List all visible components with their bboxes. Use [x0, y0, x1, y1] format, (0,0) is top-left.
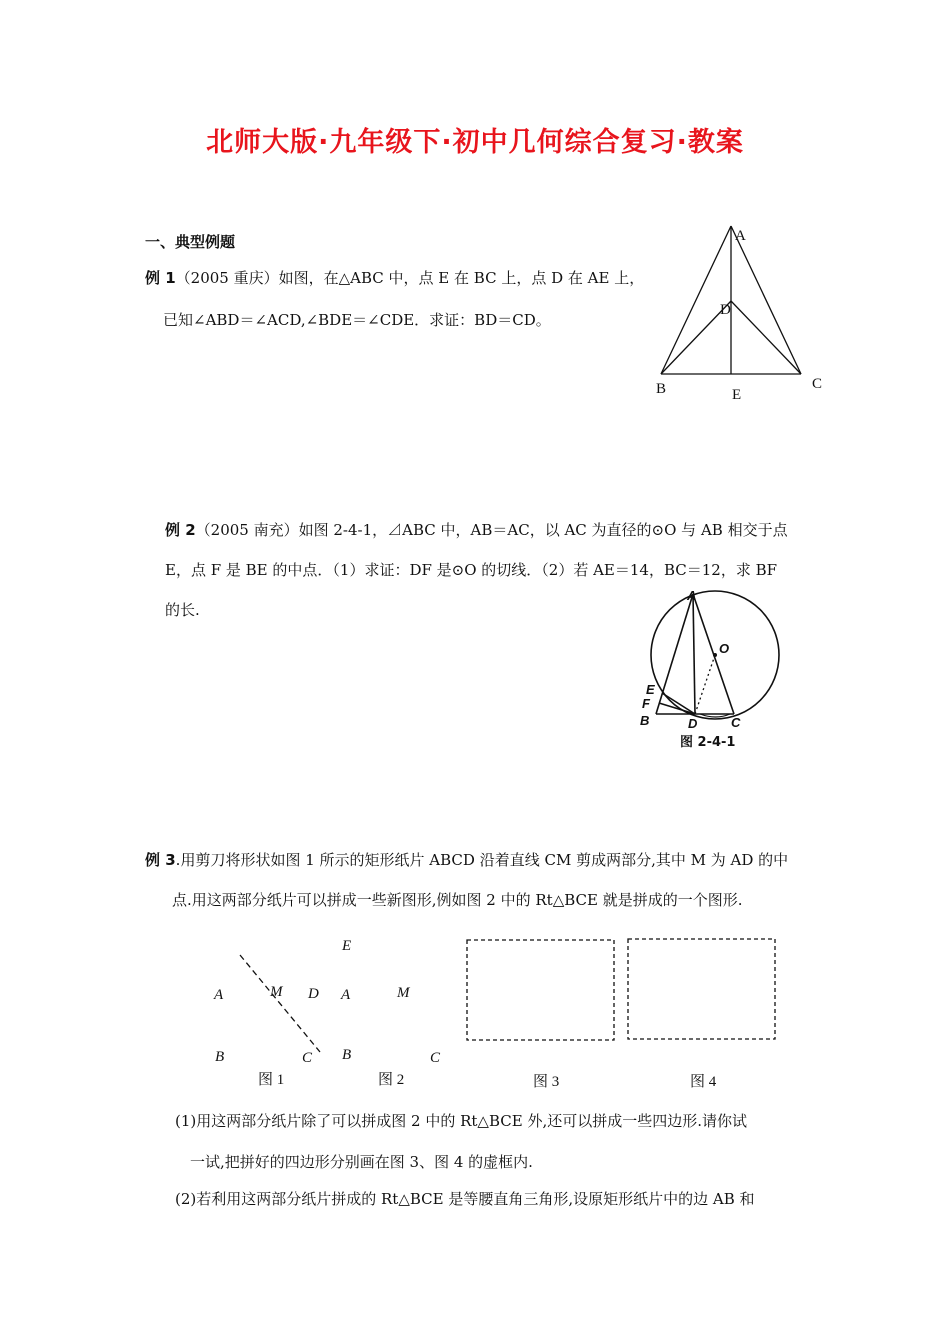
- fig2-label-a: A: [341, 987, 351, 1003]
- cut-line-cm: [240, 955, 320, 1052]
- fig1-caption: 图 1: [258, 1072, 285, 1088]
- fig3-dashed-box: [467, 940, 614, 1040]
- example-2-line-2: E，点 F 是 BE 的中点．（1）求证：DF 是⊙O 的切线．（2）若 AE＝14，BC＝12，求 BF: [165, 561, 778, 579]
- fig2-label-b: B: [342, 1047, 352, 1063]
- label-c: C: [812, 376, 823, 392]
- figure-2: [340, 938, 441, 1088]
- fig2-label-e: E: [342, 938, 352, 954]
- question-2-line-1: (2)若利用这两部分纸片拼成的 Rt△BCE 是等腰直角三角形,设原矩形纸片中的边 AB 和: [175, 1190, 755, 1208]
- label-b: B: [656, 381, 667, 397]
- example-3-label: 例 3: [145, 851, 176, 869]
- label-e: E: [646, 682, 655, 697]
- example-2-text-1: （2005 南充）如图 2-4-1，⊿ABC 中，AB＝AC，以 AC 为直径的⊙O 与 AB 相交于点: [195, 521, 788, 539]
- example-1-label: 例 1: [145, 269, 176, 287]
- fig3-caption: 图 3: [533, 1074, 560, 1090]
- fig4-dashed-box: [628, 939, 775, 1039]
- section-heading: 一、典型例题: [145, 233, 236, 251]
- example-1-text-1: （2005 重庆）如图，在△ABC 中，点 E 在 BC 上，点 D 在 AE 上，: [175, 269, 645, 287]
- label-f: F: [642, 696, 650, 711]
- fig1-label-d: D: [308, 986, 319, 1002]
- label-c: C: [731, 715, 741, 730]
- label-d: D: [720, 302, 731, 318]
- fig1-label-a: A: [214, 987, 224, 1003]
- example-3-text-1: .用剪刀将形状如图 1 所示的矩形纸片 ABCD 沿着直线 CM 剪成两部分,其中 M 为 AD 的中: [175, 851, 789, 869]
- figure-caption: 图 2-4-1: [680, 735, 736, 750]
- fig2-caption: 图 2: [378, 1072, 405, 1088]
- fig1-label-c: C: [302, 1050, 313, 1066]
- label-o: O: [719, 641, 730, 656]
- label-b: B: [640, 713, 650, 728]
- example-3-line-2: 点.用这两部分纸片可以拼成一些新图形,例如图 2 中的 Rt△BCE 就是拼成的一个图形.: [172, 891, 743, 909]
- question-1-line-1: (1)用这两部分纸片除了可以拼成图 2 中的 Rt△BCE 外,还可以拼成一些四边形.请你试: [175, 1112, 747, 1130]
- example-2-label: 例 2: [165, 521, 196, 539]
- figure-4: [628, 939, 775, 1090]
- question-1-line-2: 一试,把拼好的四边形分别画在图 3、图 4 的虚框内.: [190, 1153, 533, 1171]
- label-e: E: [732, 387, 742, 403]
- page-title: 北师大版·九年级下·初中几何综合复习·教案: [206, 127, 744, 158]
- label-a: A: [687, 588, 697, 603]
- fig2-label-m: M: [397, 985, 410, 1001]
- figure-3: [467, 940, 614, 1090]
- fig4-caption: 图 4: [690, 1074, 717, 1090]
- example-2-line-3: 的长.: [165, 601, 200, 619]
- label-a: A: [735, 228, 746, 244]
- fig2-label-c: C: [430, 1050, 441, 1066]
- fig1-label-m: M: [270, 984, 283, 1000]
- fig1-label-b: B: [215, 1049, 225, 1065]
- label-d: D: [688, 716, 698, 731]
- figure-1: [213, 955, 320, 1088]
- example-1-line-2: 已知∠ABD＝∠ACD,∠BDE＝∠CDE．求证：BD＝CD。: [163, 311, 551, 329]
